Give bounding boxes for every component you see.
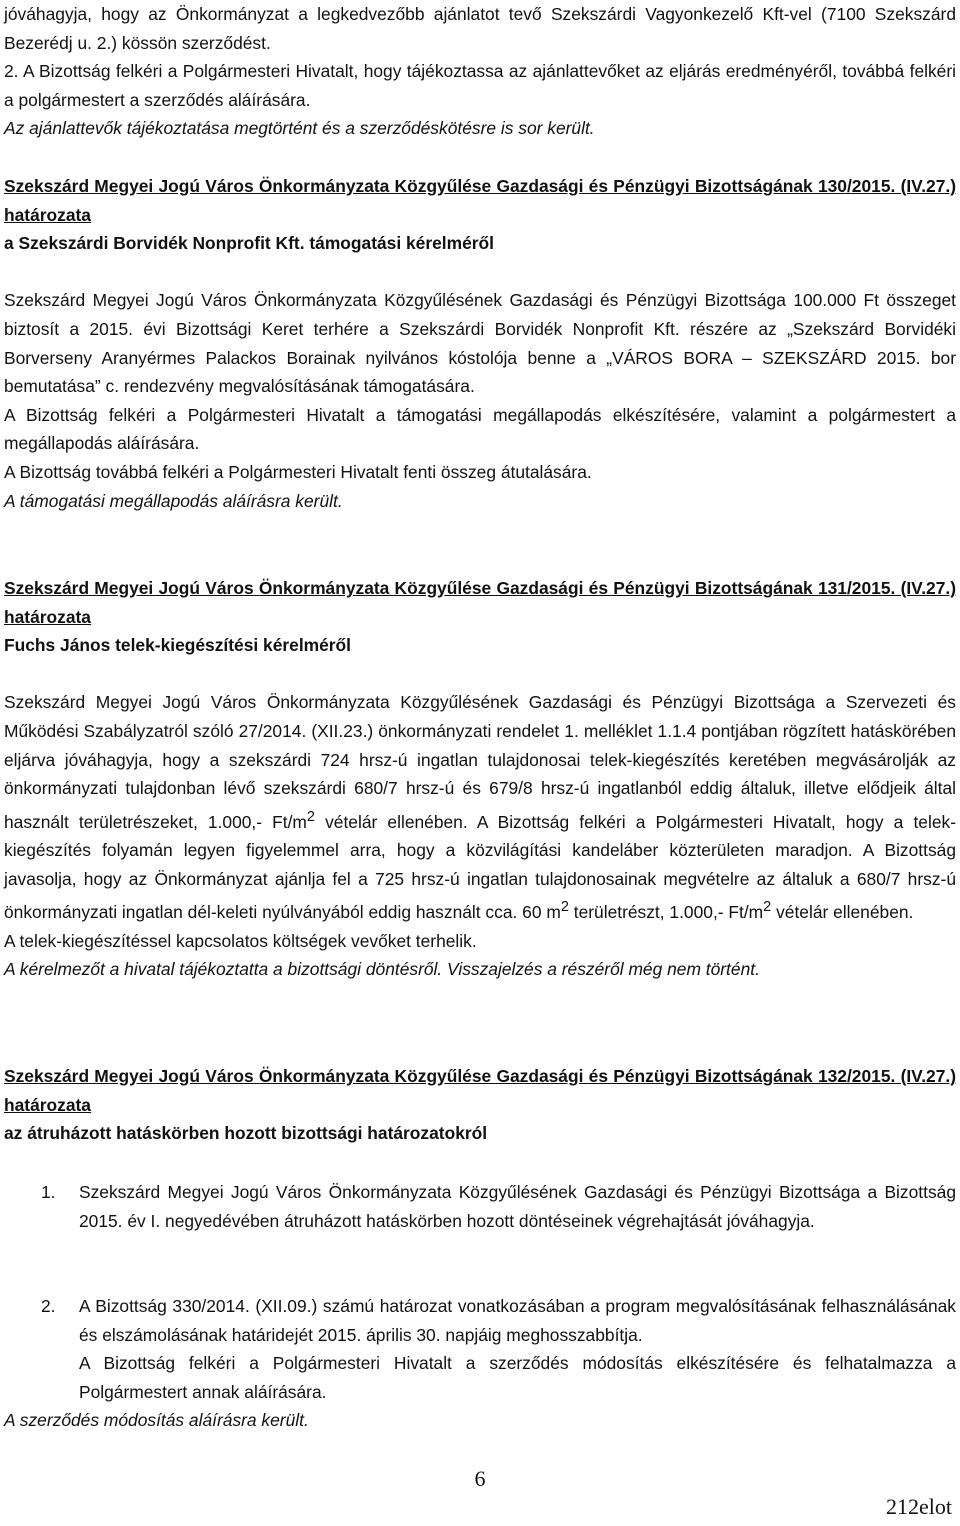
list-item-number: 2. (41, 1296, 56, 1316)
footer-code: 212elot (886, 1494, 952, 1519)
resolution-131-heading: Szekszárd Megyei Jogú Város Önkormányzata Közgyűlése Gazdasági és Pénzügyi Bizottságának 131/2015. (IV.27.) határozata (4, 578, 956, 627)
resolution-131-body-part-d: vételár ellenében. (771, 902, 914, 923)
list-item (4, 1292, 956, 1406)
resolution-130-body-2: A Bizottság felkéri a Polgármesteri Hivatalt a támogatási megállapodás elkészítésére, valamint a polgármestert a megállapodás aláírására. (4, 404, 956, 454)
resolution-131-body-part-b: vételár ellenében. A Bizottság felkéri a Polgármesteri Hivatalt, hogy a telek-kiegészítés folyamán legyen figyelemmel arra, hogy a közvilágítási kandeláber közterületen maradjon. A Bizottság javasolja, hogy az Önkormányzat ajánlja fel a 725 hrsz-ú ingatlan tulajdonosainak megvételre az általuk a 680/7 hrsz-ú önkormányzati ingatlan dél-keleti nyúlványából eddig használt cca. 60 m (4, 811, 956, 923)
list-item-text: A Bizottság 330/2014. (XII.09.) számú határozat vonatkozásában a program megvalósításának felhasználásának és elszámolásának határidejét 2015. április 30. napjáig meghosszabbítja. (79, 1296, 956, 1345)
resolution-131-subject: Fuchs János telek-kiegészítési kérelméről (4, 635, 352, 656)
resolution-132-heading: Szekszárd Megyei Jogú Város Önkormányzata Közgyűlése Gazdasági és Pénzügyi Bizottságának 132/2015. (IV.27.) határozata (4, 1066, 956, 1115)
resolution-131-body-part-a: Szekszárd Megyei Jogú Város Önkormányzata Közgyűlésének Gazdasági és Pénzügyi Bizottsága a Szervezeti és Működési Szabályzatról szóló 27/2014. (XII.23.) önkormányzati rendelet 1. melléklet 1.1.4 pontjában rögzített hatáskörében eljárva jóváhagyja, hogy a szekszárdi 724 hrsz-ú ingatlan tulajdonosai telek-kiegészítés keretében megvásárolják az önkormányzati tulajdonban lévő szekszárdi 680/7 hrsz-ú és 679/8 hrsz-ú ingatlanból eddig általuk, illetve elődjeik által használt területrészeket, 1.000,- Ft/m (4, 692, 956, 832)
page-number: 6 (474, 1466, 486, 1491)
resolution-132 (4, 1062, 956, 1148)
intro-section (4, 0, 956, 143)
resolution-130-note: A támogatási megállapodás aláírásra került. (4, 490, 343, 511)
resolution-130-heading: Szekszárd Megyei Jogú Város Önkormányzata Közgyűlése Gazdasági és Pénzügyi Bizottságának 130/2015. (IV.27.) határozata (4, 176, 956, 225)
resolution-131-note: A kérelmezőt a hivatal tájékoztatta a bizottsági döntésről. Visszajelzés a részéről még nem történt. (4, 959, 760, 980)
superscript-2: 2 (560, 899, 569, 916)
resolution-131-body (4, 688, 956, 926)
resolution-132-list (4, 1178, 956, 1235)
resolution-130-body-3: A Bizottság továbbá felkéri a Polgármesteri Hivatalt fenti összeg átutalására. (4, 461, 592, 482)
resolution-131-body-part-c: területrészt, 1.000,- Ft/m (568, 902, 764, 923)
resolution-130-body: Szekszárd Megyei Jogú Város Önkormányzata Közgyűlésének Gazdasági és Pénzügyi Bizottsága 100.000 Ft összeget biztosít a 2015. évi Bizottsági Keret terhére a Szekszárdi Borvidék Nonprofit Kft. részére az „Szekszárd Borvidéki Borverseny Aranyérmes Palackos Borainak nyilvános kóstolója benne a „VÁROS BORA – SZEKSZÁRD 2015. bor bemutatása” c. rendezvény megvalósításának támogatására. (4, 290, 956, 397)
intro-paragraph: jóváhagyja, hogy az Önkormányzat a legkedvezőbb ajánlatot tevő Szekszárdi Vagyonkezelő Kft-vel (7100 Szekszárd Bezerédj u. 2.) kössön szerződést. (4, 4, 956, 53)
resolution-132-note: A szerződés módosítás aláírásra került. (4, 1410, 309, 1431)
resolution-130 (4, 172, 956, 515)
resolution-132-subject: az átruházott hatáskörben hozott bizottsági határozatokról (4, 1123, 488, 1144)
list-item (4, 1178, 956, 1235)
intro-item-2: 2. A Bizottság felkéri a Polgármesteri Hivatalt, hogy tájékoztassa az ajánlattevőket az eljárás eredményéről, továbbá felkéri a polgármestert a szerződés aláírására. (4, 61, 956, 110)
resolution-132-list-2 (4, 1292, 956, 1435)
intro-note: Az ajánlattevők tájékoztatása megtörtént és a szerződéskötésre is sor került. (4, 118, 595, 139)
superscript-2: 2 (763, 899, 772, 916)
list-item-text: Szekszárd Megyei Jogú Város Önkormányzata Közgyűlésének Gazdasági és Pénzügyi Bizottsága a Bizottság 2015. év I. negyedévében átruházott hatáskörben hozott döntéseinek végrehajtását jóváhagyja. (79, 1182, 956, 1231)
resolution-130-subject: a Szekszárdi Borvidék Nonprofit Kft. támogatási kérelméről (4, 233, 494, 254)
resolution-131 (4, 574, 956, 984)
resolution-131-body-2: A telek-kiegészítéssel kapcsolatos költségek vevőket terhelik. (4, 930, 477, 951)
list-item-text-2: A Bizottság felkéri a Polgármesteri Hivatalt a szerződés módosítás elkészítésére és felhatalmazza a Polgármestert annak aláírására. (79, 1353, 956, 1402)
list-item-number: 1. (41, 1182, 56, 1202)
superscript-2: 2 (306, 808, 315, 825)
